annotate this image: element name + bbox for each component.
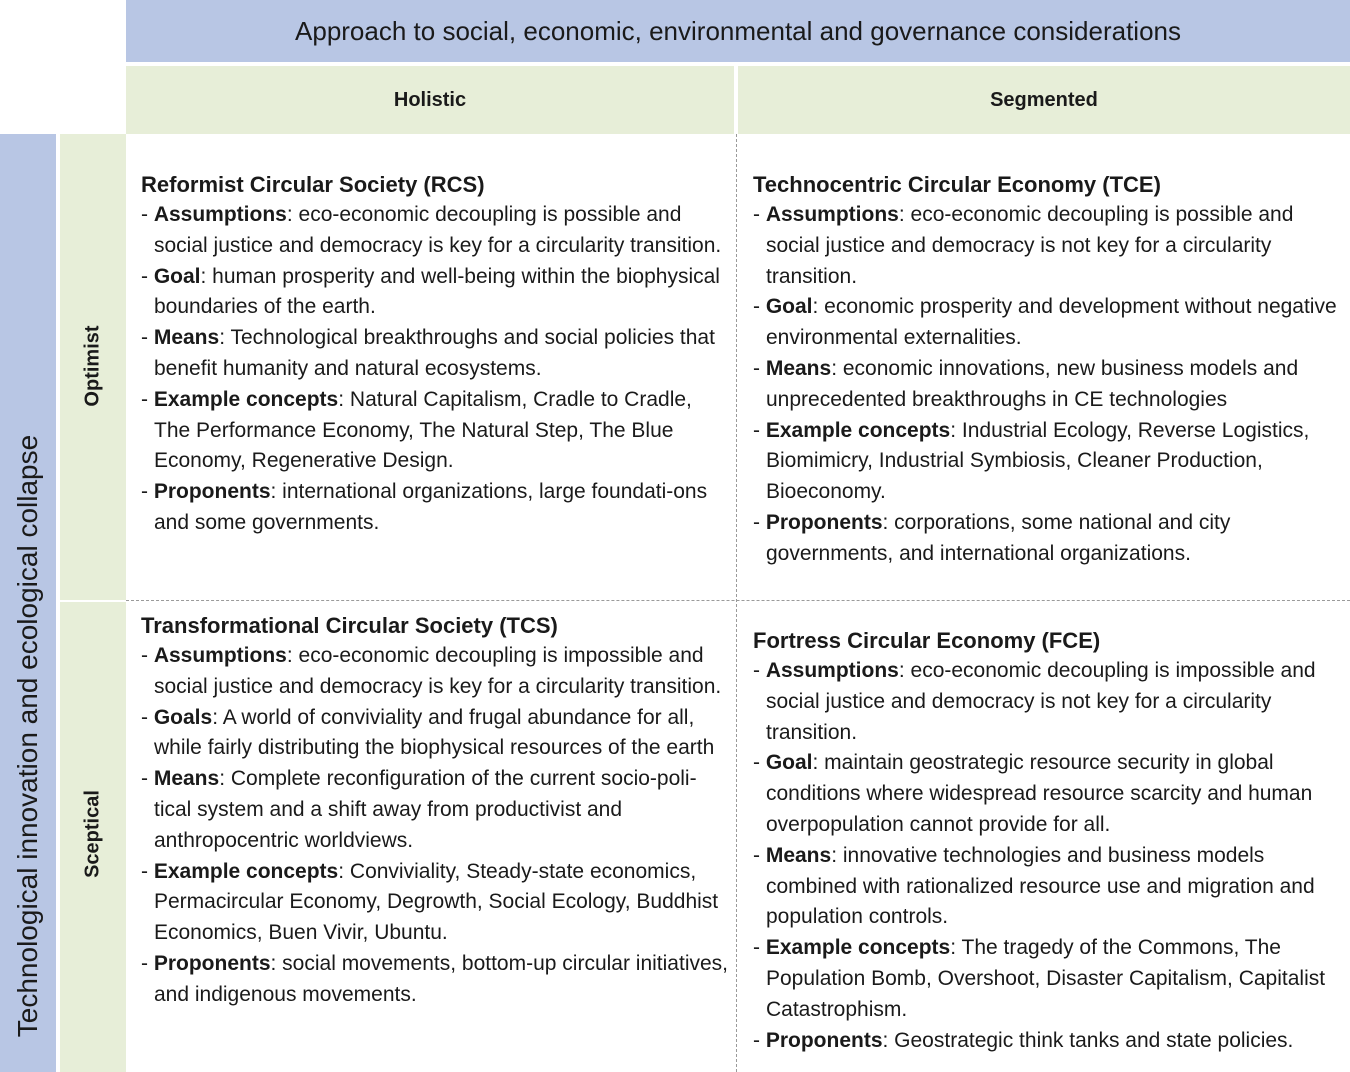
item-label: Example concepts <box>765 418 951 442</box>
item-text: : eco-economic decoupling is impossible and social justice and democracy is key for a circularity transition. <box>154 644 722 698</box>
cell-fce <box>753 625 1343 1056</box>
item-text: : social movements, bottom-up circular initiatives, and indigenous movements. <box>154 951 728 1006</box>
item-text: : Natural Capitalism, Cradle to Cradle, The Performance Economy, The Natural Step, The Blue Economy, Regenerative Design. <box>154 387 692 473</box>
item-label: Assumptions <box>153 644 287 667</box>
item-text: : Industrial Ecology, Reverse Logistics, Biomimicry, Industrial Symbiosis, Cleaner Production, Bioeconomy. <box>766 418 1310 504</box>
list-item: - Means: Technological breakthroughs and social policies that benefit humanity and natural ecosystems. <box>141 326 715 380</box>
item-label: Proponents <box>765 1028 883 1052</box>
item-label: Proponents <box>153 480 271 504</box>
cell-rcs <box>141 169 731 539</box>
list-item: - Goal: human prosperity and well-being within the biophysical boundaries of the earth. <box>141 264 720 319</box>
list-item: - Proponents: Geostrategic think tanks and state policies. <box>753 1028 1294 1052</box>
item-label: Proponents <box>765 510 883 534</box>
item-label: Example concepts <box>153 859 339 883</box>
list-item: - Example concepts: The tragedy of the Commons, The Population Bomb, Overshoot, Disaster Capitalism, Capitalist Catastrophism. <box>753 936 1326 1021</box>
cell-title: Technocentric Circular Economy (TCE) <box>753 172 1161 197</box>
item-label: Means <box>765 843 832 867</box>
list-item: - Goal: economic prosperity and development without negative environmental externalities. <box>753 295 1337 350</box>
row-label-sceptical: Sceptical <box>81 790 104 878</box>
item-label: Example concepts <box>153 387 339 411</box>
list-item: - Means: innovative technologies and business models combined with rationalized resource use and migration and population controls. <box>753 843 1315 929</box>
item-text: : eco-economic decoupling is possible and social justice and democracy is not key for a circularity transition. <box>766 203 1294 288</box>
item-text: : The tragedy of the Commons, The Population Bomb, Overshoot, Disaster Capitalism, Capitalist Catastrophism. <box>766 936 1326 1021</box>
cell-tce <box>753 169 1343 570</box>
list-item: - Example concepts: Conviviality, Steady-state economics, Permacircular Economy, Degrowth, Social Ecology, Buddhist Economics, Buen Vivir, Ubuntu. <box>141 859 719 945</box>
item-label: Assumptions <box>765 659 899 682</box>
item-label: Goal <box>765 295 813 319</box>
cell-title: Fortress Circular Economy (FCE) <box>753 628 1101 653</box>
item-label: Proponents <box>153 951 271 975</box>
item-text: : eco-economic decoupling is possible and social justice and democracy is key for a circularity transition. <box>154 203 722 257</box>
item-text: : Conviviality, Steady-state economics, Permacircular Economy, Degrowth, Social Ecology, Buddhist Economics, Buen Vivir, Ubuntu. <box>154 859 719 945</box>
item-label: Assumptions <box>153 203 287 226</box>
cell-title: Transformational Circular Society (TCS) <box>141 613 558 638</box>
item-text: : Geostrategic think tanks and state policies. <box>882 1028 1294 1052</box>
item-list <box>753 200 1343 570</box>
item-list <box>753 656 1343 1056</box>
item-text: : human prosperity and well-being within the biophysical boundaries of the earth. <box>154 264 720 319</box>
list-item: - Proponents: social movements, bottom-up circular initiatives, and indigenous movements. <box>141 951 728 1006</box>
row-header-sceptical <box>60 602 126 1072</box>
cell-tcs <box>141 610 731 1011</box>
row-header-optimist <box>60 134 126 600</box>
item-text: : innovative technologies and business models combined with rationalized resource use and migration and population controls. <box>766 843 1315 929</box>
item-text: : corporations, some national and city governments, and international organizations. <box>766 510 1231 565</box>
item-label: Assumptions <box>765 203 899 226</box>
item-label: Means <box>765 356 832 380</box>
item-text: : Technological breakthroughs and social policies that benefit humanity and natural ecosystems. <box>154 326 715 380</box>
item-text: : Complete reconfiguration of the current socio-poli-tical system and a shift away from productivist and anthropocentric worldviews. <box>154 767 697 852</box>
column-header-segmented: Segmented <box>738 66 1350 134</box>
item-label: Means <box>153 767 220 791</box>
item-label: Goal <box>153 264 201 288</box>
item-label: Means <box>153 326 220 350</box>
table-title: Approach to social, economic, environmental and governance considerations <box>126 0 1350 62</box>
list-item: - Goals: A world of conviviality and frugal abundance for all, while fairly distributing the biophysical resources of the earth <box>141 705 715 760</box>
item-text: : economic prosperity and development without negative environmental externalities. <box>766 295 1337 350</box>
item-label: Goals <box>153 705 213 729</box>
list-item: - Means: Complete reconfiguration of the current socio-poli-tical system and a shift away from productivist and anthropocentric worldviews. <box>141 767 697 852</box>
list-item: - Example concepts: Natural Capitalism, Cradle to Cradle, The Performance Economy, The Natural Step, The Blue Economy, Regenerative Design. <box>141 387 692 473</box>
cell-title: Reformist Circular Society (RCS) <box>141 172 485 197</box>
list-item: - Example concepts: Industrial Ecology, Reverse Logistics, Biomimicry, Industrial Symbiosis, Cleaner Production, Bioeconomy. <box>753 418 1310 504</box>
row-axis-label: Technological innovation and ecological collapse <box>12 434 43 1038</box>
item-list <box>141 641 731 1011</box>
list-item: - Assumptions: eco-economic decoupling is possible and social justice and democracy is key for a circularity transition. <box>141 203 722 257</box>
list-item: - Assumptions: eco-economic decoupling is impossible and social justice and democracy is not key for a circularity transition. <box>753 659 1316 744</box>
list-item: - Means: economic innovations, new business models and unprecedented breakthroughs in CE technologies <box>753 356 1299 411</box>
column-divider <box>736 134 737 1072</box>
item-text: : A world of conviviality and frugal abundance for all, while fairly distributing the biophysical resources of the earth <box>154 705 715 760</box>
column-header-holistic: Holistic <box>126 66 734 134</box>
list-item: - Assumptions: eco-economic decoupling is impossible and social justice and democracy is key for a circularity transition. <box>141 644 722 698</box>
item-text: : eco-economic decoupling is impossible and social justice and democracy is not key for a circularity transition. <box>766 659 1316 744</box>
row-divider <box>126 600 1350 601</box>
list-item: - Goal: maintain geostrategic resource security in global conditions where widespread resource scarcity and human overpopulation cannot provide for all. <box>753 751 1313 836</box>
item-text: : maintain geostrategic resource security in global conditions where widespread resource scarcity and human overpopulation cannot provide for all. <box>766 751 1313 836</box>
list-item: - Proponents: international organizations, large foundati-ons and some governments. <box>141 480 708 534</box>
row-axis-header <box>0 134 56 1072</box>
row-label-optimist: Optimist <box>81 325 104 407</box>
item-text: : economic innovations, new business models and unprecedented breakthroughs in CE technologies <box>766 356 1299 411</box>
item-label: Example concepts <box>765 936 951 960</box>
item-text: : international organizations, large foundati-ons and some governments. <box>154 480 708 534</box>
list-item: - Proponents: corporations, some national and city governments, and international organizations. <box>753 510 1231 565</box>
item-label: Goal <box>765 751 813 775</box>
list-item: - Assumptions: eco-economic decoupling is possible and social justice and democracy is not key for a circularity transition. <box>753 203 1294 288</box>
item-list <box>141 200 731 539</box>
